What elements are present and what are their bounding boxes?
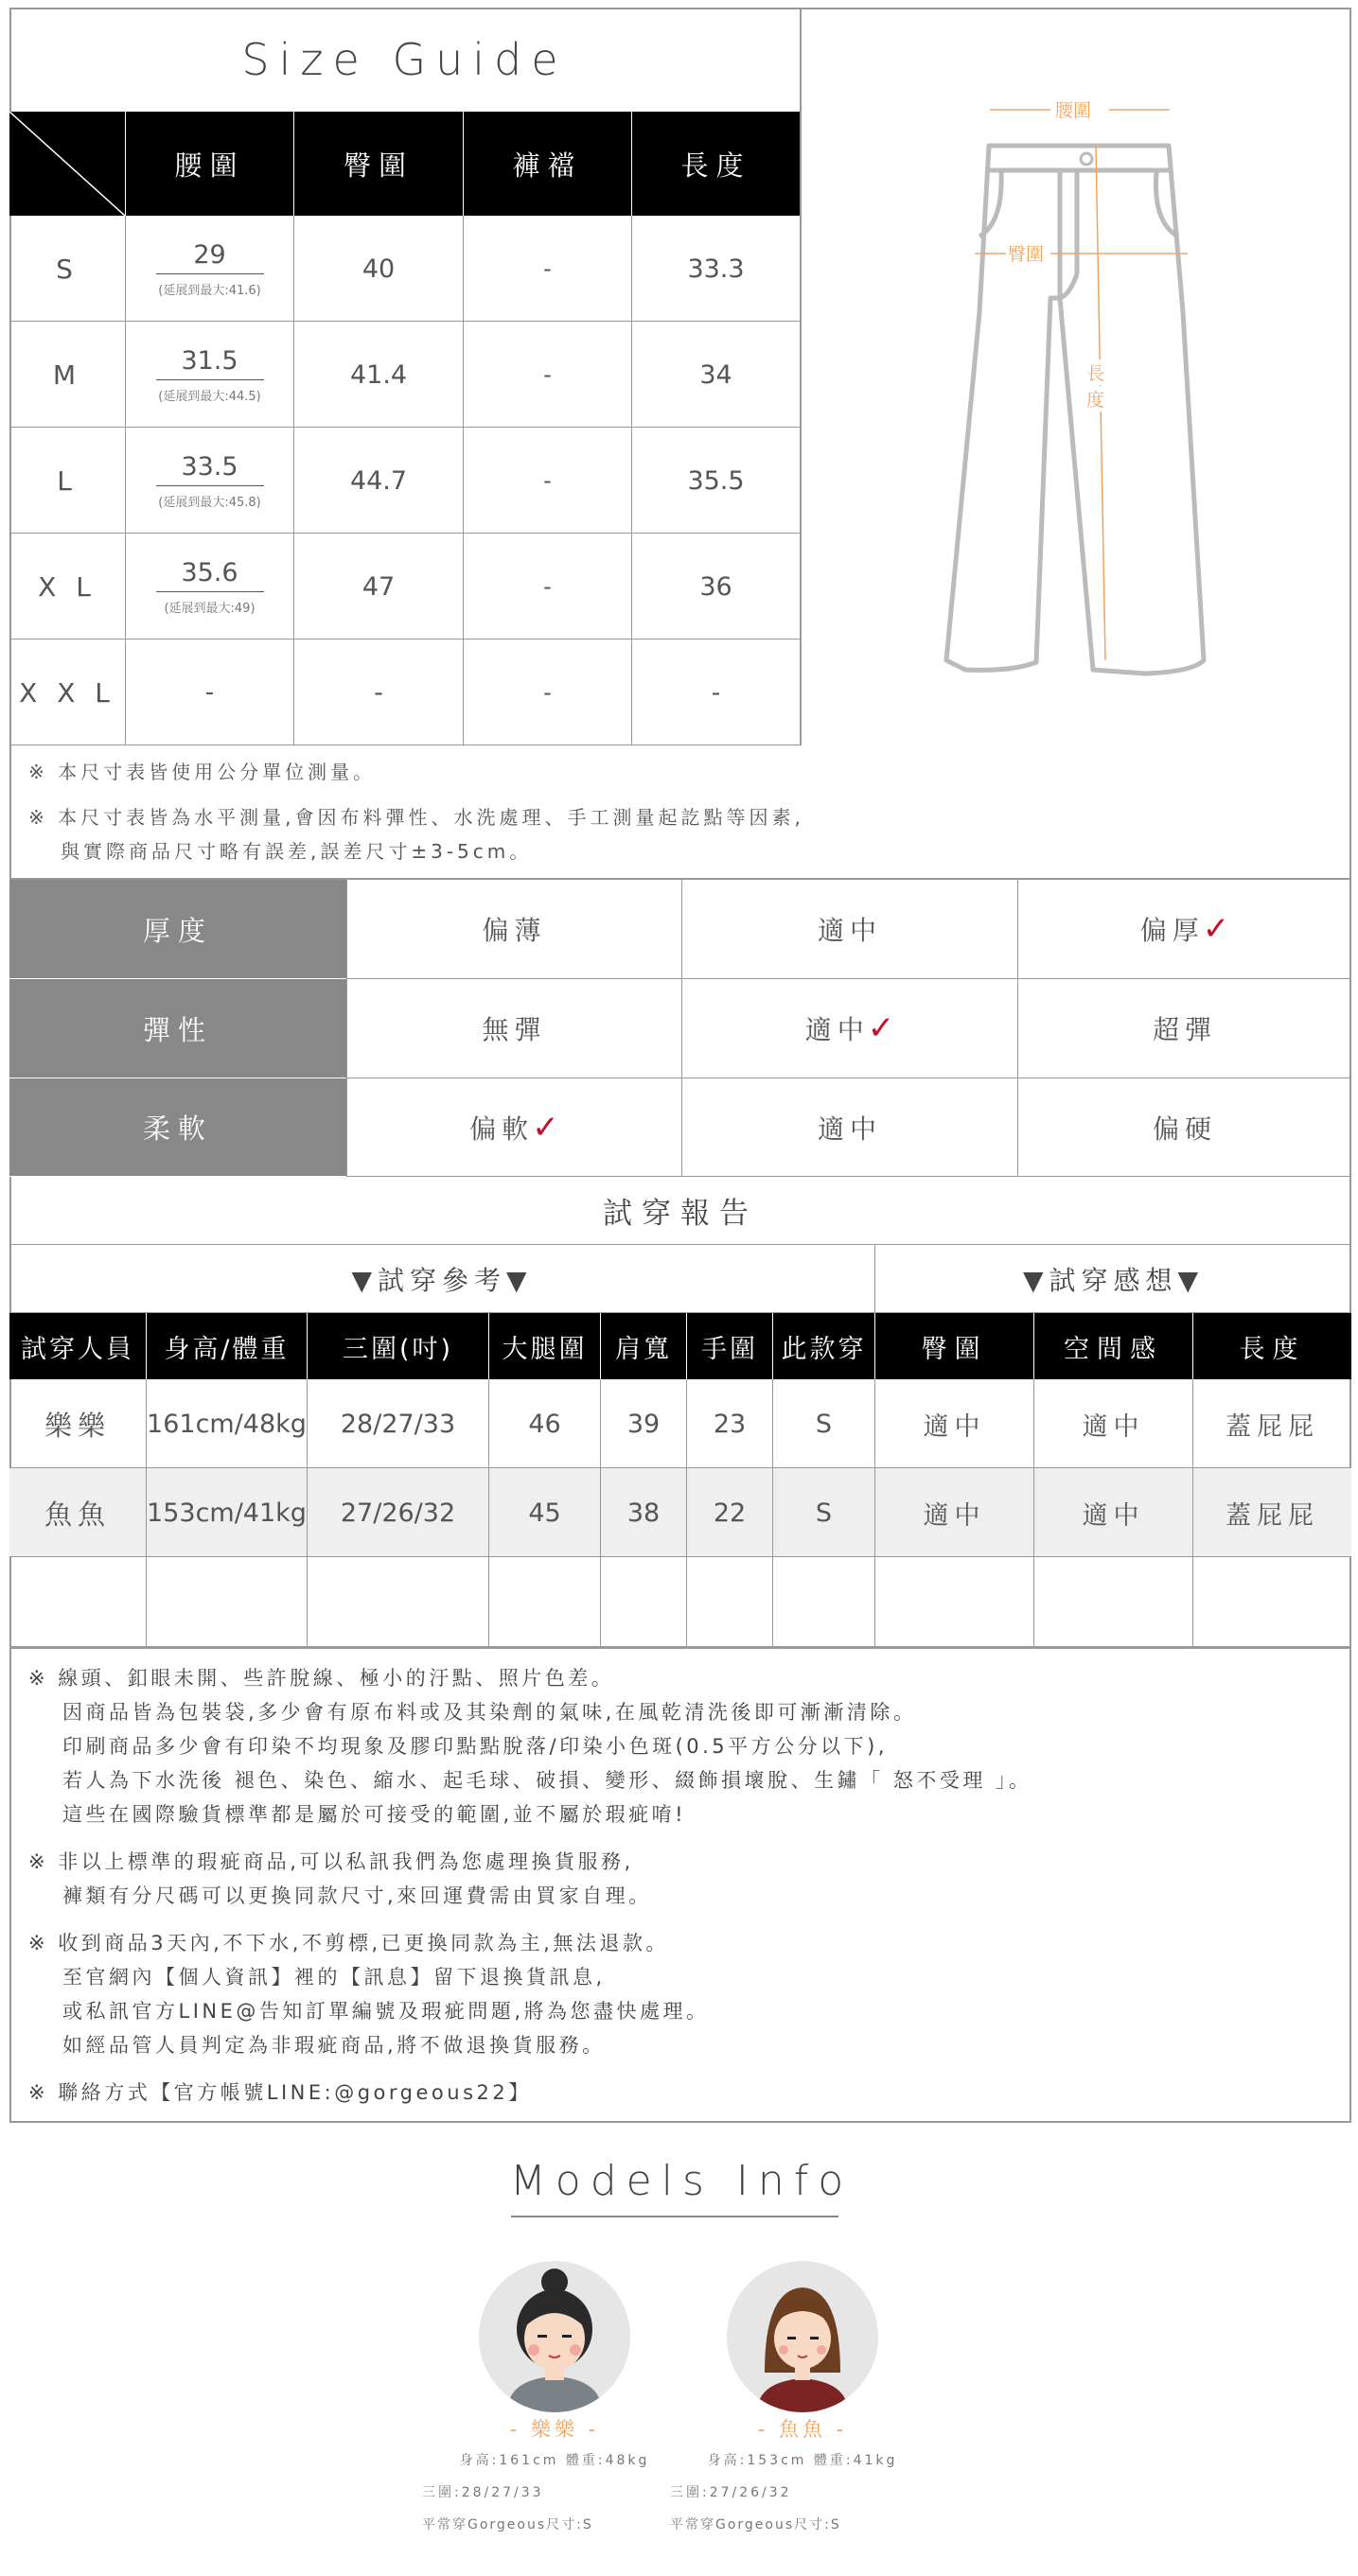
fitting-header: 空間感 xyxy=(1033,1313,1192,1379)
size-guide-title: Size Guide xyxy=(241,34,568,85)
size-label: X L xyxy=(38,570,97,603)
fitting-header: 試穿人員 xyxy=(21,1334,134,1364)
fitting-empty-cell xyxy=(686,1557,772,1648)
length-cell: 34 xyxy=(631,322,800,428)
fitting-cell: S xyxy=(772,1468,874,1557)
defect-note-line: ※ 非以上標準的瑕疵商品,可以私訊我們為您處理換貨服務, xyxy=(28,1850,634,1873)
waist-stretch-note: (延展到最大:44.5) xyxy=(158,389,261,404)
size-header-0: 腰圍 xyxy=(125,112,293,216)
attr-option-label: 偏硬 xyxy=(1152,1113,1217,1145)
hip-cell: 47 xyxy=(293,534,463,640)
fitting-empty-cell xyxy=(1033,1557,1192,1648)
fitting-header: 手圍 xyxy=(686,1313,772,1379)
hip-cell: 41.4 xyxy=(293,322,463,428)
models-title: Models Info xyxy=(509,2156,854,2205)
crotch-cell: - xyxy=(463,640,631,745)
attr-option xyxy=(1017,979,1351,1078)
hip-cell: - xyxy=(293,640,463,745)
crotch-cell: - xyxy=(463,534,631,640)
fitting-header: 長度 xyxy=(1192,1313,1351,1379)
attr-option-label: 偏薄 xyxy=(482,915,547,946)
diagram-divider xyxy=(800,8,802,745)
fitting-cell: 45 xyxy=(488,1468,600,1557)
diagram-label-length-2: 度 xyxy=(1086,386,1104,412)
fitting-header: 臀圍 xyxy=(874,1313,1033,1379)
fitting-cell: 樂樂 xyxy=(44,1409,111,1442)
corner-diagonal xyxy=(9,112,125,216)
fitting-empty-cell xyxy=(307,1557,488,1648)
model-body: 身高:161cm 體重:48kg xyxy=(459,2453,650,2468)
attr-option xyxy=(681,1078,1017,1177)
size-note-3: 與實際商品尺寸略有誤差,誤差尺寸±3-5cm。 xyxy=(61,840,533,863)
defect-note-line: 如經品管人員判定為非瑕疵商品,將不做退換貨服務。 xyxy=(62,2034,606,2057)
model-name: - 樂樂 - xyxy=(509,2418,600,2441)
check-mark-icon: ✓ xyxy=(532,1108,559,1147)
length-cell: - xyxy=(631,640,800,745)
length-cell: 36 xyxy=(631,534,800,640)
fitting-cell: 適中 xyxy=(874,1468,1033,1557)
waist-stretch-note: (延展到最大:41.6) xyxy=(158,283,261,298)
fitting-empty-cell xyxy=(9,1557,146,1648)
diagram-label-waist: 腰圍 xyxy=(1053,96,1093,122)
diagram-label-length-1: 長 xyxy=(1086,359,1104,385)
attr-option xyxy=(1017,1078,1351,1177)
waist-cell xyxy=(125,640,293,745)
length-cell: 33.3 xyxy=(631,216,800,322)
attr-option-label: 適中 xyxy=(817,1113,882,1145)
model-measure: 三圍:28/27/33 xyxy=(422,2485,544,2500)
defect-note-line: 這些在國際驗貨標準都是屬於可接受的範圍,並不屬於瑕疵唷! xyxy=(62,1803,687,1826)
fitting-feel-title: ▼試穿感想▼ xyxy=(874,1245,1351,1313)
size-header-1: 臀圍 xyxy=(293,112,463,216)
waist-value: 29 xyxy=(156,240,264,274)
fitting-title: 試穿報告 xyxy=(9,1177,1351,1245)
fitting-cell: 161cm/48kg xyxy=(146,1379,307,1468)
fitting-cell: 蓋屁屁 xyxy=(1192,1468,1351,1557)
fitting-cell: 23 xyxy=(686,1379,772,1468)
fitting-cell: 魚魚 xyxy=(44,1498,111,1531)
waist-value: 31.5 xyxy=(156,346,264,380)
fitting-cell: S xyxy=(772,1379,874,1468)
model-usual-size: 平常穿Gorgeous尺寸:S xyxy=(422,2517,593,2532)
waist-value: - xyxy=(204,678,215,707)
attr-option xyxy=(681,979,1017,1078)
model-avatar-yuyu xyxy=(727,2261,878,2412)
defect-note-line: ※ 線頭、釦眼未開、些許脫線、極小的汙點、照片色差。 xyxy=(28,1667,615,1690)
fitting-cell: 28/27/33 xyxy=(307,1379,488,1468)
hip-cell: 40 xyxy=(293,216,463,322)
size-header-2: 褲襠 xyxy=(463,112,631,216)
defect-note-line: ※ 收到商品3天內,不下水,不剪標,已更換同款為主,無法退款。 xyxy=(28,1932,669,1954)
fitting-header: 大腿圍 xyxy=(488,1313,600,1379)
fitting-header: 身高/體重 xyxy=(146,1313,307,1379)
crotch-cell: - xyxy=(463,428,631,534)
size-label: X X L xyxy=(19,676,115,709)
check-mark-icon: ✓ xyxy=(867,1009,895,1047)
check-mark-icon: ✓ xyxy=(1202,910,1230,948)
attr-option-label: 偏厚 xyxy=(1139,915,1205,946)
fitting-cell: 適中 xyxy=(1033,1379,1192,1468)
attr-option xyxy=(1017,880,1351,979)
fitting-cell: 27/26/32 xyxy=(307,1468,488,1557)
defect-note-line: 若人為下水洗後 褪色、染色、縮水、起毛球、破損、變形、綴飾損壞脫、生鏽「 怒不受理 」。 xyxy=(62,1769,1032,1792)
fitting-empty-cell xyxy=(488,1557,600,1648)
size-note-1: ※ 本尺寸表皆使用公分單位測量。 xyxy=(28,761,377,783)
waist-cell xyxy=(125,428,293,534)
fitting-cell: 22 xyxy=(686,1468,772,1557)
defect-note-line: 或私訊官方LINE@告知訂單編號及瑕疵問題,將為您盡快處理。 xyxy=(62,2000,710,2023)
crotch-cell: - xyxy=(463,216,631,322)
defect-note-line: 因商品皆為包裝袋,多少會有原布料或及其染劑的氣味,在風乾清洗後即可漸漸清除。 xyxy=(62,1701,917,1724)
defect-note-line: 褲類有分尺碼可以更換同款尺寸,來回運費需由買家自理。 xyxy=(62,1884,652,1907)
defect-note-line: ※ 聯絡方式【官方帳號LINE:@gorgeous22】 xyxy=(28,2081,532,2104)
model-usual-size: 平常穿Gorgeous尺寸:S xyxy=(670,2517,841,2532)
fitting-cell: 蓋屁屁 xyxy=(1192,1379,1351,1468)
attr-name: 柔軟 xyxy=(9,1078,346,1177)
fitting-cell: 46 xyxy=(488,1379,600,1468)
waist-value: 33.5 xyxy=(156,452,264,486)
waist-cell xyxy=(125,534,293,640)
attr-option-label: 無彈 xyxy=(482,1014,547,1045)
size-header-3: 長度 xyxy=(631,112,800,216)
size-label: S xyxy=(56,253,79,285)
fitting-empty-cell xyxy=(1192,1557,1351,1648)
fitting-header: 此款穿 xyxy=(772,1313,874,1379)
waist-value: 35.6 xyxy=(156,558,264,592)
length-cell: 35.5 xyxy=(631,428,800,534)
attr-option xyxy=(346,979,681,1078)
models-title-underline xyxy=(511,2216,838,2217)
hip-cell: 44.7 xyxy=(293,428,463,534)
attr-option-label: 超彈 xyxy=(1152,1014,1217,1045)
attr-name: 彈性 xyxy=(9,979,346,1078)
waist-cell xyxy=(125,322,293,428)
model-measure: 三圍:27/26/32 xyxy=(670,2485,792,2500)
diagram-label-hip: 臀圍 xyxy=(1006,240,1046,266)
attr-option-label: 適中 xyxy=(804,1014,870,1045)
fitting-header: 肩寬 xyxy=(600,1313,686,1379)
fitting-cell: 39 xyxy=(600,1379,686,1468)
model-name: - 魚魚 - xyxy=(757,2418,848,2441)
size-note-2: ※ 本尺寸表皆為水平測量,會因布料彈性、水洗處理、手工測量起訖點等因素, xyxy=(28,806,804,829)
fitting-empty-cell xyxy=(600,1557,686,1648)
attr-option-label: 偏軟 xyxy=(469,1113,535,1145)
attr-name: 厚度 xyxy=(9,880,346,979)
fitting-cell: 適中 xyxy=(1033,1468,1192,1557)
waist-stretch-note: (延展到最大:45.8) xyxy=(158,495,261,510)
size-label: M xyxy=(52,359,82,391)
fitting-cell: 適中 xyxy=(874,1379,1033,1468)
fitting-ref-title: ▼試穿參考▼ xyxy=(9,1245,874,1313)
fitting-header: 三圍(吋) xyxy=(307,1313,488,1379)
fitting-cell: 38 xyxy=(600,1468,686,1557)
crotch-cell: - xyxy=(463,322,631,428)
model-avatar-lele xyxy=(479,2261,630,2412)
attr-option xyxy=(681,880,1017,979)
attr-option-label: 適中 xyxy=(817,915,882,946)
fitting-empty-cell xyxy=(874,1557,1033,1648)
waist-cell xyxy=(125,216,293,322)
waist-stretch-note: (延展到最大:49) xyxy=(164,601,256,616)
attr-option xyxy=(346,880,681,979)
size-label: L xyxy=(57,464,78,497)
fitting-cell: 153cm/41kg xyxy=(146,1468,307,1557)
model-body: 身高:153cm 體重:41kg xyxy=(707,2453,898,2468)
attr-option xyxy=(346,1078,681,1177)
defect-note-line: 印刷商品多少會有印染不均現象及膠印點點脫落/印染小色斑(0.5平方公分以下), xyxy=(62,1735,889,1758)
fitting-empty-cell xyxy=(772,1557,874,1648)
fitting-empty-cell xyxy=(146,1557,307,1648)
defect-note-line: 至官網內【個人資訊】裡的【訊息】留下退換貨訊息, xyxy=(62,1966,606,1989)
